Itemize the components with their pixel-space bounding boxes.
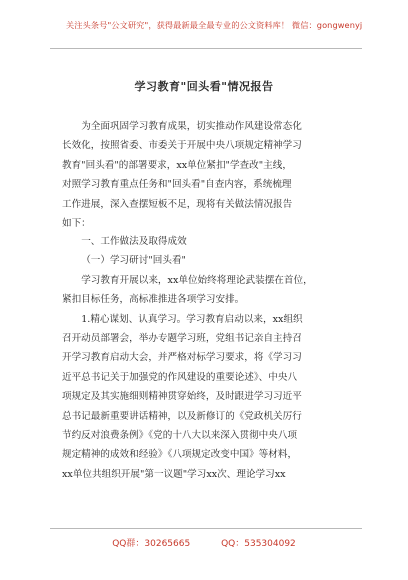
- subsection-heading: （一）学习研讨"回头看": [81, 255, 186, 267]
- header-divider: [50, 48, 362, 49]
- item-line: 规定精神的成效和经验》《八项规定改变中国》等材料，: [62, 449, 298, 461]
- item-line: 近平总书记关于加强党的作风建设的重要论述》、中央八: [62, 371, 298, 383]
- body-block-2: [62, 232, 362, 484]
- item-line: 节约反对浪费条例》《党的十八大以来深入贯彻中央八项: [62, 430, 298, 442]
- item-line: 召开动员部署会，举办专题学习班，党组书记亲自主持召: [62, 333, 302, 345]
- item-line: 开学习教育启动大会，并严格对标学习要求，将《学习习: [62, 352, 302, 364]
- intro-line: 对照学习教育重点任务和"回头看"自查内容，系统梳理: [62, 179, 292, 191]
- footer-qq-number: QQ：535304092: [221, 539, 296, 549]
- intro-line: 工作进展，深入查摆短板不足，现将有关做法情况报告: [62, 198, 293, 210]
- paragraph-line: 紧扣目标任务，高标准推进各项学习安排。: [62, 294, 245, 306]
- intro-line: 长效化，按照省委、市委关于开展中央八项规定精神学习: [62, 140, 302, 152]
- body-block-1: [62, 117, 362, 233]
- footer-qq-group: QQ群：30265665: [112, 539, 191, 549]
- document-title: 学习教育"回头看"情况报告: [134, 80, 274, 93]
- item-line: 项规定及其实施细则精神贯穿始终，及时跟进学习习近平: [62, 391, 302, 403]
- intro-line: 教育"回头看"的部署要求，xx单位紧扣"学查改"主线，: [62, 159, 292, 171]
- intro-line: 如下：: [62, 218, 91, 230]
- paragraph-line: 学习教育开展以来，xx单位始终将理论武装摆在首位，: [81, 274, 313, 286]
- item-line: 总书记最新重要讲话精神，以及新修订的《党政机关厉行: [62, 410, 302, 422]
- item-line: 1.精心谋划、认真学习。学习教育启动以来，xx组织: [81, 313, 303, 325]
- intro-line: 为全面巩固学习教育成果，切实推动作风建设常态化: [81, 121, 302, 132]
- header-banner: 关注头条号"公文研究"，获得最新最全最专业的公文资料库！ 微信：gongwenyj: [66, 20, 363, 30]
- footer-contact: [0, 536, 408, 549]
- section-heading: 一、工作做法及取得成效: [81, 236, 187, 247]
- footer-divider: [50, 528, 362, 529]
- item-line: xx单位共组织开展"第一议题"学习xx次、理论学习xx: [62, 468, 286, 480]
